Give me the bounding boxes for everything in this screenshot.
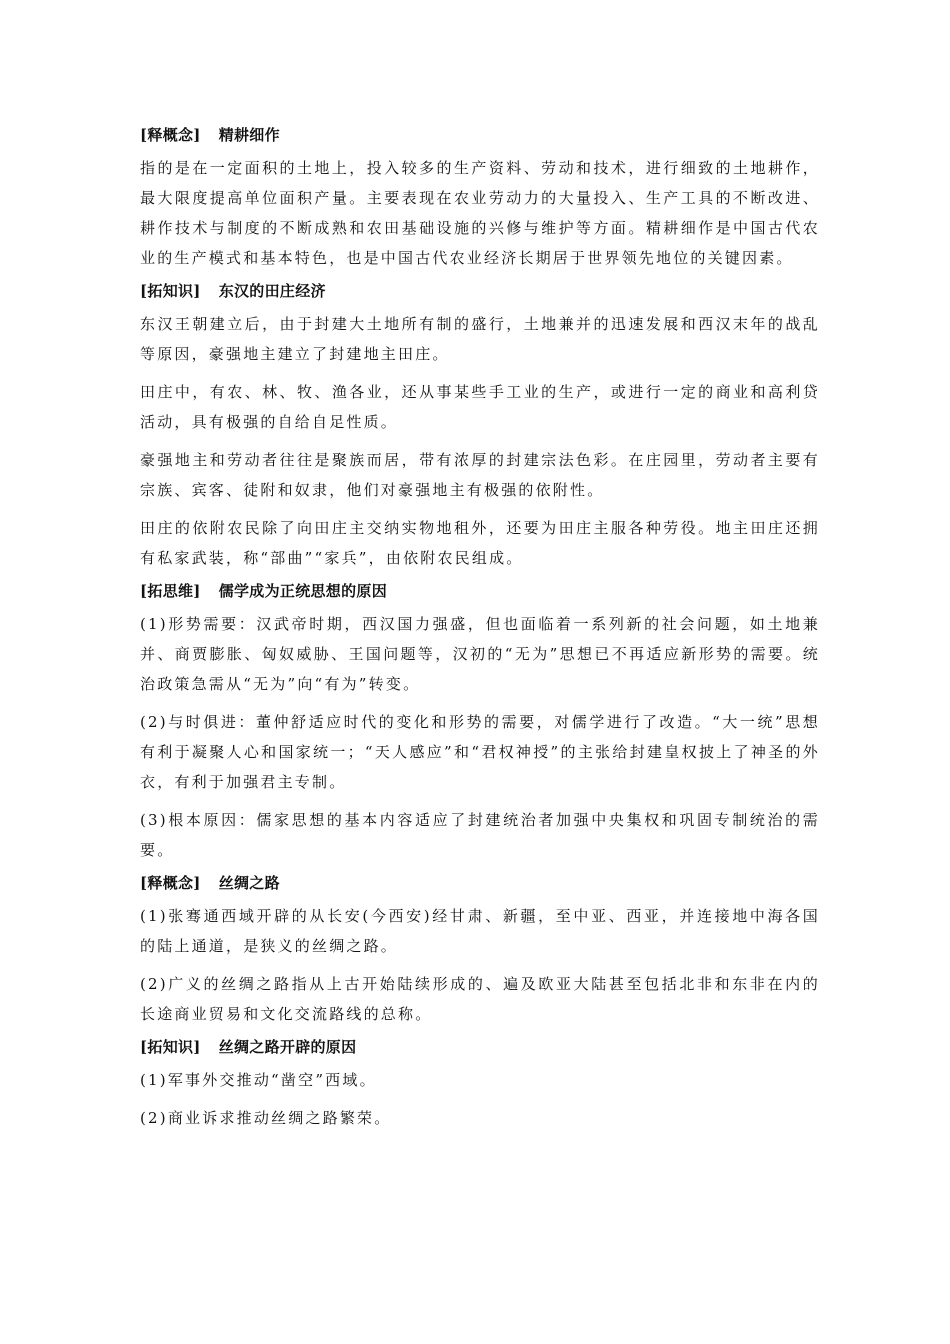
paragraph: 东汉王朝建立后，由于封建大土地所有制的盛行，土地兼并的迅速发展和西汉末年的战乱等原因，豪强地主建立了封建地主田庄。	[140, 315, 820, 363]
section-tag: [释概念]	[140, 126, 201, 144]
section-sichou-zhilu-yuanyin	[140, 1037, 820, 1133]
paragraph: 田庄的依附农民除了向田庄主交纳实物地租外，还要为田庄主服各种劳役。地主田庄还拥有私家武装，称“部曲”“家兵”，由依附农民组成。	[140, 519, 820, 567]
paragraph: (2)广义的丝绸之路指从上古开始陆续形成的、遍及欧亚大陆甚至包括北非和东非在内的长途商业贸易和文化交流路线的总称。	[140, 975, 820, 1023]
section-tag: [拓知识]	[140, 282, 201, 300]
section-heading	[140, 581, 820, 601]
paragraph: (2)商业诉求推动丝绸之路繁荣。	[140, 1109, 392, 1127]
paragraph: (2)与时俱进：董仲舒适应时代的变化和形势的需要，对儒学进行了改造。“大一统”思想有利于凝聚人心和国家统一；“天人感应”和“君权神授”的主张给封建皇权披上了神圣的外衣，有利于加强君主专制。	[140, 713, 820, 791]
paragraph: (1)形势需要：汉武帝时期，西汉国力强盛，但也面临着一系列新的社会问题，如土地兼并、商贾膨胀、匈奴威胁、王国问题等，汉初的“无为”思想已不再适应新形势的需要。统治政策急需从“无为”向“有为”转变。	[140, 615, 820, 693]
section-title: 丝绸之路	[218, 874, 280, 892]
section-title: 丝绸之路开辟的原因	[218, 1038, 357, 1056]
section-title: 精耕细作	[218, 126, 280, 144]
paragraph: 指的是在一定面积的土地上，投入较多的生产资料、劳动和技术，进行细致的土地耕作，最大限度提高单位面积产量。主要表现在农业劳动力的大量投入、生产工具的不断改进、耕作技术与制度的不断成熟和农田基础设施的兴修与维护等方面。精耕细作是中国古代农业的生产模式和基本特色，也是中国古代农业经济长期居于世界领先地位的关键因素。	[140, 159, 820, 267]
document-page	[140, 125, 820, 1141]
section-heading	[140, 873, 820, 893]
section-tag: [拓思维]	[140, 582, 201, 600]
section-tag: [拓知识]	[140, 1038, 201, 1056]
section-title: 东汉的田庄经济	[218, 282, 326, 300]
section-tianzhuang-jingji	[140, 281, 820, 573]
section-tag: [释概念]	[140, 874, 201, 892]
paragraph: (3)根本原因：儒家思想的基本内容适应了封建统治者加强中央集权和巩固专制统治的需要。	[140, 811, 820, 859]
section-heading	[140, 281, 820, 301]
paragraph: (1)张骞通西域开辟的从长安(今西安)经甘肃、新疆，至中亚、西亚，并连接地中海各国的陆上通道，是狭义的丝绸之路。	[140, 907, 820, 955]
section-heading	[140, 125, 820, 145]
section-title: 儒学成为正统思想的原因	[218, 582, 388, 600]
section-sichou-zhilu	[140, 873, 820, 1029]
section-ruxue-zhengtong	[140, 581, 820, 865]
paragraph: (1)军事外交推动“凿空”西域。	[140, 1071, 377, 1089]
paragraph: 田庄中，有农、林、牧、渔各业，还从事某些手工业的生产，或进行一定的商业和高利贷活动，具有极强的自给自足性质。	[140, 383, 820, 431]
section-heading	[140, 1037, 820, 1057]
section-jinggeng-xizuo	[140, 125, 820, 273]
paragraph: 豪强地主和劳动者往往是聚族而居，带有浓厚的封建宗法色彩。在庄园里，劳动者主要有宗族、宾客、徒附和奴隶，他们对豪强地主有极强的依附性。	[140, 451, 820, 499]
